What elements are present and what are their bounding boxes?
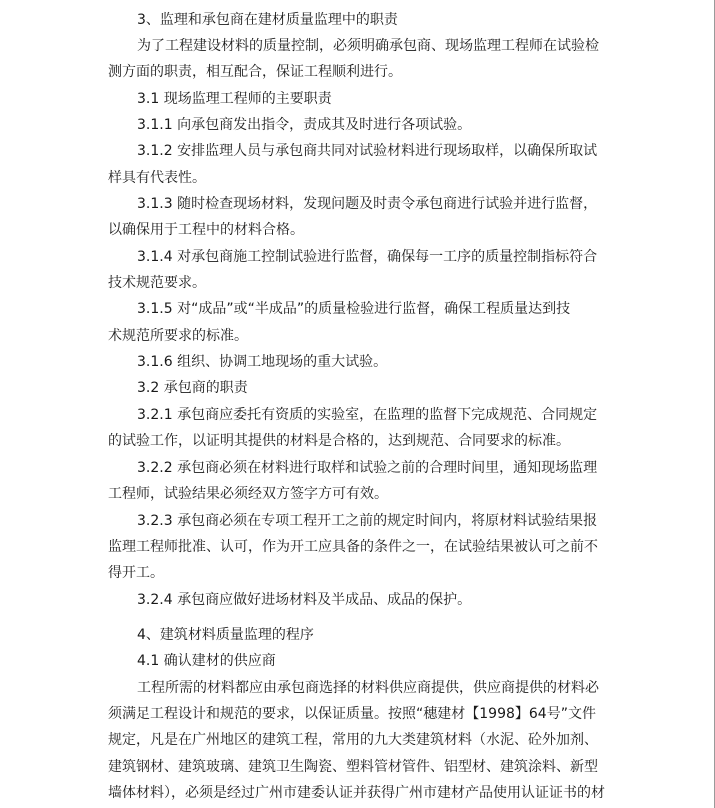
text-line: 4、建筑材料质量监理的程序 [137, 627, 314, 643]
text-line: 3.2.3 承包商必须在专项工程开工之前的规定时间内，将原材料试验结果报 [137, 513, 598, 529]
text-line: 3.1.5 对“成品”或“半成品”的质量检验进行监督，确保工程质量达到技 [137, 301, 571, 317]
text-line: 为了工程建设材料的质量控制，必须明确承包商、现场监理工程师在试验检 [137, 38, 599, 54]
text-line: 3.1.6 组织、协调工地现场的重大试验。 [137, 354, 388, 370]
text-line: 3.1.3 随时检查现场材料，发现问题及时责令承包商进行试验并进行监督， [137, 196, 598, 212]
text-line: 3.1.1 向承包商发出指令，责成其及时进行各项试验。 [137, 117, 472, 133]
text-line: 监理工程师批准、认可，作为开工应具备的条件之一，在试验结果被认可之前不 [108, 539, 598, 555]
text-line: 须满足工程设计和规范的要求，以保证质量。按照“穗建材【1998】64号”文件 [108, 706, 596, 722]
text-line: 测方面的职责，相互配合，保证工程顺利进行。 [108, 64, 402, 80]
text-line: 以确保用于工程中的材料合格。 [108, 222, 304, 238]
text-line: 3.2.4 承包商应做好进场材料及半成品、成品的保护。 [137, 592, 472, 608]
text-line: 3.1 现场监理工程师的主要职责 [137, 91, 332, 107]
text-line: 3.2.1 承包商应委托有资质的实验室，在监理的监督下完成规范、合同规定 [137, 407, 598, 423]
text-line: 技术规范要求。 [108, 275, 206, 291]
text-line: 3.1.2 安排监理人员与承包商共同对试验材料进行现场取样，以确保所取试 [137, 143, 598, 159]
text-line: 工程所需的材料都应由承包商选择的材料供应商提供，供应商提供的材料必 [137, 680, 599, 696]
text-line: 工程师，试验结果必须经双方签字方可有效。 [108, 486, 388, 502]
text-line: 样具有代表性。 [108, 170, 206, 186]
text-line: 建筑钢材、建筑玻璃、建筑卫生陶瓷、塑料管材管件、铝型材、建筑涂料、新型 [108, 759, 598, 775]
text-line: 规定，凡是在广州地区的建筑工程，常用的九大类建筑材料（水泥、砼外加剂、 [108, 732, 598, 748]
text-line: 3.1.4 对承包商施工控制试验进行监督，确保每一工序的质量控制指标符合 [137, 249, 598, 265]
text-line: 术规范所要求的标准。 [108, 328, 248, 344]
text-line: 的试验工作，以证明其提供的材料是合格的，达到规范、合同要求的标准。 [108, 433, 570, 449]
text-line: 4.1 确认建材的供应商 [137, 653, 276, 669]
text-line: 得开工。 [108, 565, 164, 581]
text-line: 3.2 承包商的职责 [137, 380, 248, 396]
text-line: 墙体材料），必须是经过广州市建委认证并获得广州市建材产品使用认证证书的材 [108, 785, 605, 801]
text-line: 3、监理和承包商在建材质量监理中的职责 [137, 12, 398, 28]
text-line: 3.2.2 承包商必须在材料进行取样和试验之前的合理时间里，通知现场监理 [137, 460, 598, 476]
